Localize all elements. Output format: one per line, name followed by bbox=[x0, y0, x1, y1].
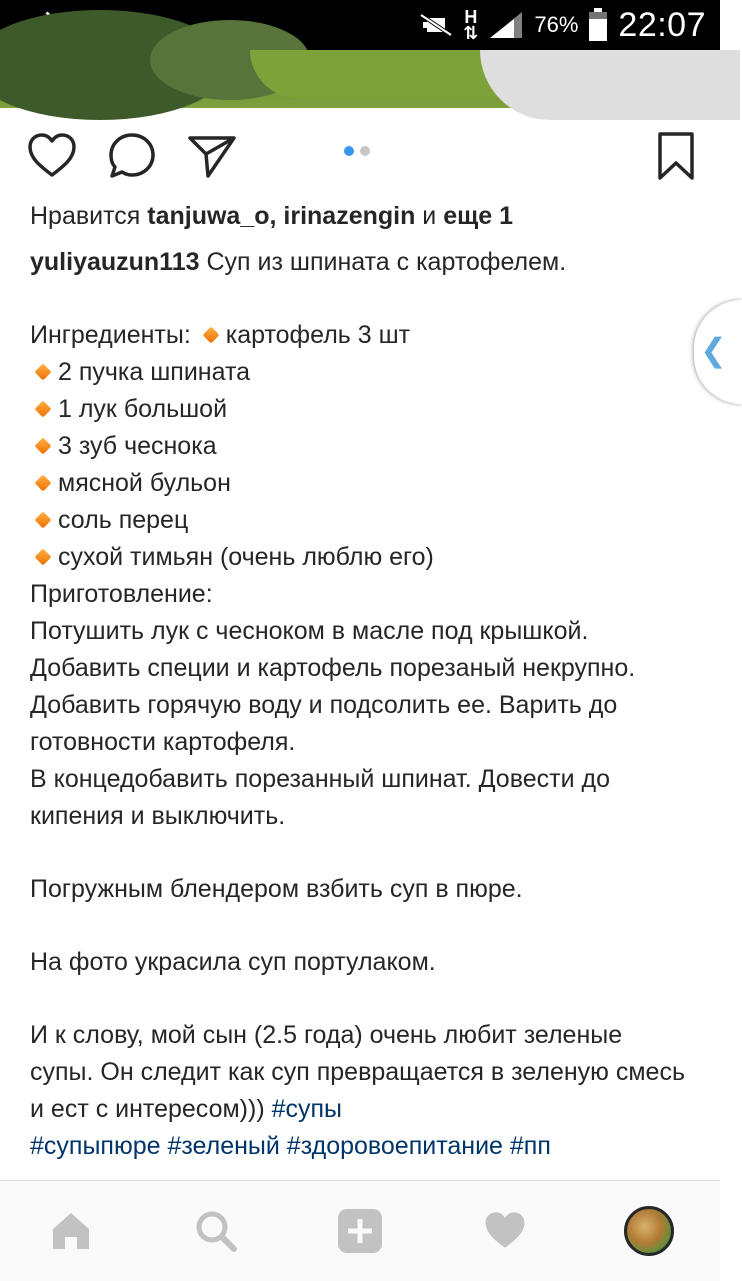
orange-diamond-icon bbox=[35, 549, 52, 566]
photo-note: На фото украсила суп портулаком. bbox=[30, 948, 436, 976]
prep-step: Потушить лук с чесноком в масле под крышкой. bbox=[30, 617, 589, 645]
ingredients-label: Ингредиенты: bbox=[30, 321, 198, 349]
hashtag-link[interactable]: #супыпюре #зеленый #здоровоепитание #пп bbox=[30, 1132, 551, 1160]
orange-diamond-icon bbox=[35, 438, 52, 455]
likes-more[interactable]: еще 1 bbox=[443, 202, 513, 230]
ingredient-item: картофель 3 шт bbox=[225, 321, 411, 349]
bookmark-icon[interactable] bbox=[650, 130, 702, 182]
profile-avatar bbox=[624, 1206, 674, 1256]
orange-diamond-icon bbox=[35, 364, 52, 381]
post-action-bar bbox=[0, 120, 720, 192]
battery-icon bbox=[588, 8, 608, 42]
carousel-dot-active bbox=[344, 146, 354, 156]
share-icon[interactable] bbox=[186, 130, 238, 182]
network-type-label: H bbox=[464, 7, 478, 27]
orange-diamond-icon bbox=[202, 327, 219, 344]
blend-note: Погружным блендером взбить суп в пюре. bbox=[30, 875, 523, 903]
clock: 22:07 bbox=[618, 5, 706, 44]
ingredient-item: соль перец bbox=[58, 506, 189, 534]
signal-icon bbox=[488, 10, 524, 40]
orange-diamond-icon bbox=[35, 512, 52, 529]
orange-diamond-icon bbox=[35, 475, 52, 492]
prep-step: Добавить горячую воду и подсолить ее. Варить до готовности картофеля. bbox=[30, 691, 618, 756]
search-icon[interactable] bbox=[190, 1205, 242, 1257]
likes-prefix: Нравится bbox=[30, 202, 148, 230]
caption-title: Суп из шпината с картофелем. bbox=[199, 248, 567, 276]
ingredient-item: мясной бульон bbox=[58, 469, 231, 497]
activity-heart-icon[interactable] bbox=[479, 1205, 531, 1257]
ingredient-item: 3 зуб чеснока bbox=[58, 432, 217, 460]
carousel-dot bbox=[360, 146, 370, 156]
profile-tab[interactable] bbox=[623, 1205, 675, 1257]
mute-icon bbox=[419, 12, 453, 38]
battery-percent: 76% bbox=[534, 12, 579, 37]
ingredient-item: сухой тимьян (очень люблю его) bbox=[58, 543, 434, 571]
heart-icon[interactable] bbox=[26, 130, 78, 182]
chevron-left-icon: ❮ bbox=[700, 332, 727, 368]
home-icon[interactable] bbox=[45, 1205, 97, 1257]
likes-line[interactable] bbox=[30, 200, 513, 232]
prep-label: Приготовление: bbox=[30, 580, 213, 608]
orange-diamond-icon bbox=[35, 401, 52, 418]
likes-conj: и bbox=[415, 202, 444, 230]
post-caption bbox=[30, 244, 690, 1180]
caption-username[interactable]: yuliyauzun113 bbox=[30, 248, 200, 276]
son-note: И к слову, мой сын (2.5 года) очень любит зеленые супы. Он следит как суп превращается в зеленую смесь и ест с интересом))) bbox=[30, 1021, 685, 1123]
prep-step: В концедобавить порезанный шпинат. Довести до кипения и выключить. bbox=[30, 765, 610, 830]
likes-users[interactable]: tanjuwa_o, irinazengin bbox=[147, 202, 416, 230]
post-photo[interactable] bbox=[0, 50, 720, 108]
network-type-icon: H ⇅ bbox=[463, 7, 479, 43]
ingredient-item: 2 пучка шпината bbox=[58, 358, 251, 386]
hashtag-link[interactable]: #супы bbox=[271, 1095, 343, 1123]
bottom-navigation bbox=[0, 1180, 720, 1281]
carousel-indicator bbox=[344, 146, 370, 156]
add-icon[interactable] bbox=[334, 1205, 386, 1257]
comment-icon[interactable] bbox=[106, 130, 158, 182]
photo-bowl bbox=[480, 50, 740, 120]
side-panel-tab[interactable] bbox=[694, 300, 742, 404]
ingredient-item: 1 лук большой bbox=[58, 395, 228, 423]
prep-step: Добавить специи и картофель порезаный некрупно. bbox=[30, 654, 636, 682]
